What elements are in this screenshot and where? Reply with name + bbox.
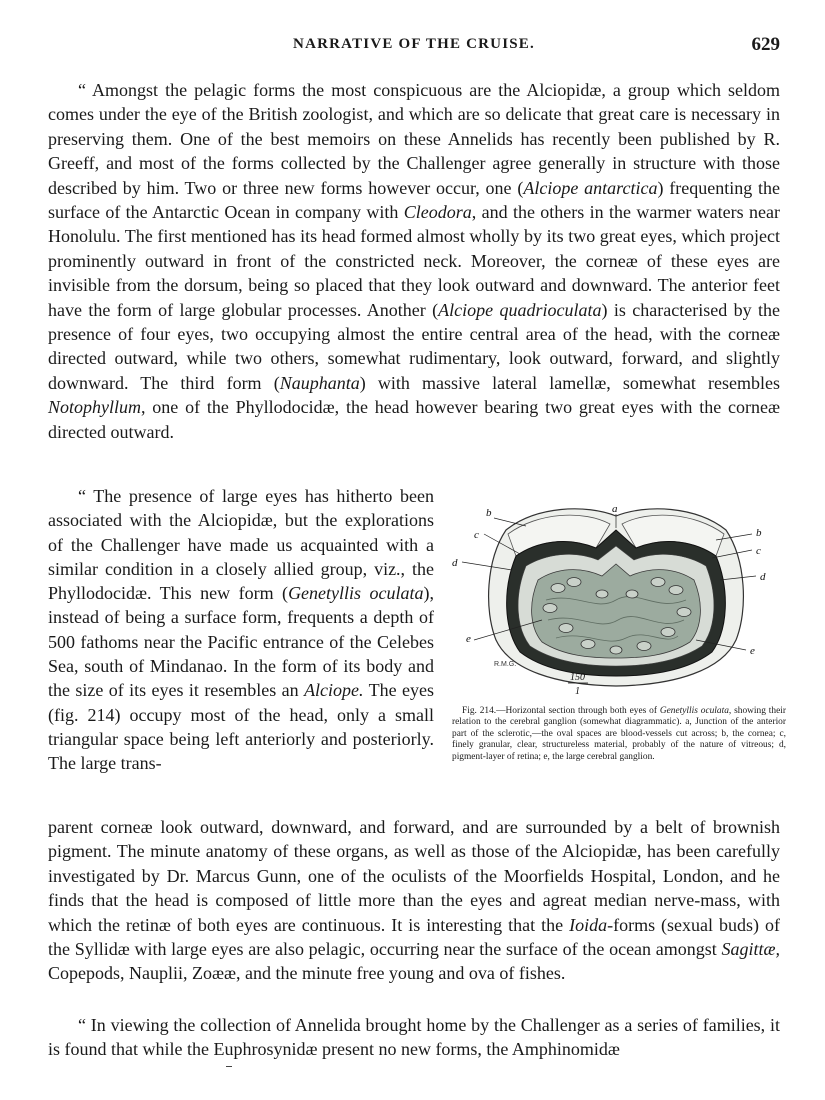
blood-vessel — [651, 578, 665, 587]
label-c-right: c — [756, 545, 761, 557]
print-mark — [226, 1066, 232, 1067]
paragraph-alciopidae — [48, 78, 780, 444]
blood-vessel — [559, 624, 573, 633]
cerebral-ganglion — [532, 564, 701, 658]
label-c-left: c — [474, 529, 479, 541]
blood-vessel — [596, 590, 608, 598]
figure-caption — [452, 706, 786, 763]
blood-vessel — [677, 608, 691, 617]
blood-vessel — [669, 586, 683, 595]
blood-vessel — [551, 584, 565, 593]
paragraph-text: “ Amongst the pelagic forms the most conspicuous are the Alciopidæ, a group which seldom comes under the eye of the British zoologist, and which are so delicate that great care is necessary in preserving them. One of the best memoirs on these Annelids has recently been published by R. Greeff, and most of the forms collected by the Challenger agree generally in structure with those described by him. Two or three new forms however occur, one (Alciope antarctica) frequenting the surface of the Antarctic Ocean in company with Cleodora, and the others in the warmer waters near Honolulu. The first mentioned has its head formed almost wholly by its two great eyes, which project prominently outward in front of the constricted neck. Moreover, the corneæ of these eyes are invisible from the dorsum, being so placed that they look outward and downward. The anterior feet have the form of large globular processes. Another (Alciope quadrioculata) is characterised by the presence of four eyes, two occupying almost the entire central area of the head, with the corneæ directed outward, while two others, somewhat rudimentary, look outward, forward, and slightly downward. The third form (Nauphanta) with massive lateral lamellæ, somewhat resembles Notophyllum, one of the Phyllodocidæ, the head however bearing two great eyes with the corneæ directed outward. — [48, 80, 781, 442]
running-head — [48, 36, 780, 60]
blood-vessel — [626, 590, 638, 598]
caption-text: Fig. 214.—Horizontal section through both eyes of Genetyllis oculata, showing their relation to the cerebral ganglion (somewhat diagrammatic). a, Junction of the anterior part of the sclerotic,—the oval spaces are blood-vessels cut across; b, the cornea; c, finely granular, clear, structureless material, probably of the nature of vitreous; d, pigment-layer of retina; e, the large cerebral ganglion. — [452, 706, 786, 762]
label-e-right: e — [750, 645, 755, 657]
blood-vessel — [543, 604, 557, 613]
paragraph-phyllodocidae-start — [48, 484, 434, 776]
scale-numerator: 150 — [570, 672, 585, 683]
label-e-left: e — [466, 633, 471, 645]
paragraph-text: “ The presence of large eyes has hitherto been associated with the Alciopidæ, but the explorations of the Challenger have made us acquainted with a similar condition in a closely allied group, viz., the Phyllodocidæ. This new form (Genetyllis oculata), instead of being a surface form, frequents a depth of 500 fathoms near the Pacific entrance of the Celebes Sea, south of Mindanao. In the form of its body and the size of its eyes it resembles an Alciope. The eyes (fig. 214) occupy most of the head, only a small triangular space being left anteriorly and posteriorly. The large trans- — [48, 486, 435, 774]
figure-214-section — [446, 500, 786, 700]
page-number: 629 — [751, 34, 780, 55]
label-d-right: d — [760, 571, 766, 583]
blood-vessel — [637, 642, 651, 651]
paragraph-text: “ In viewing the collection of Annelida brought home by the Challenger as a series of families, it is found that while the Euphrosynidæ present no new forms, the Amphinomidæ — [48, 1015, 780, 1060]
label-a: a — [612, 503, 618, 515]
label-b-left: b — [486, 507, 492, 519]
blood-vessel — [567, 578, 581, 587]
label-b-right: b — [756, 527, 762, 539]
blood-vessel — [661, 628, 675, 637]
label-d-left: d — [452, 557, 458, 569]
paragraph-annelida — [48, 1013, 780, 1062]
scale-denominator: 1 — [575, 686, 580, 697]
blood-vessel — [581, 640, 595, 649]
running-title: NARRATIVE OF THE CRUISE. — [293, 36, 535, 52]
artist-initials: R.M.G. — [494, 661, 517, 668]
blood-vessel — [610, 646, 622, 654]
paragraph-text: parent corneæ look outward, downward, and forward, and are surrounded by a belt of brownish pigment. The minute anatomy of these organs, as well as those of the Alciopidæ, has been carefully investigated by Dr. Marcus Gunn, one of the oculists of the Moorfields Hospital, London, and he finds that the head is composed of little more than the eyes and agreat median nerve-mass, with which the retinæ of both eyes are continuous. It is interesting that the Ioida-forms (sexual buds) of the Syllidæ with large eyes are also pelagic, occurring near the surface of the ocean amongst Sagittæ, Copepods, Nauplii, Zoææ, and the minute free young and ova of fishes. — [48, 817, 780, 984]
paragraph-phyllodocidae-continued — [48, 815, 780, 986]
